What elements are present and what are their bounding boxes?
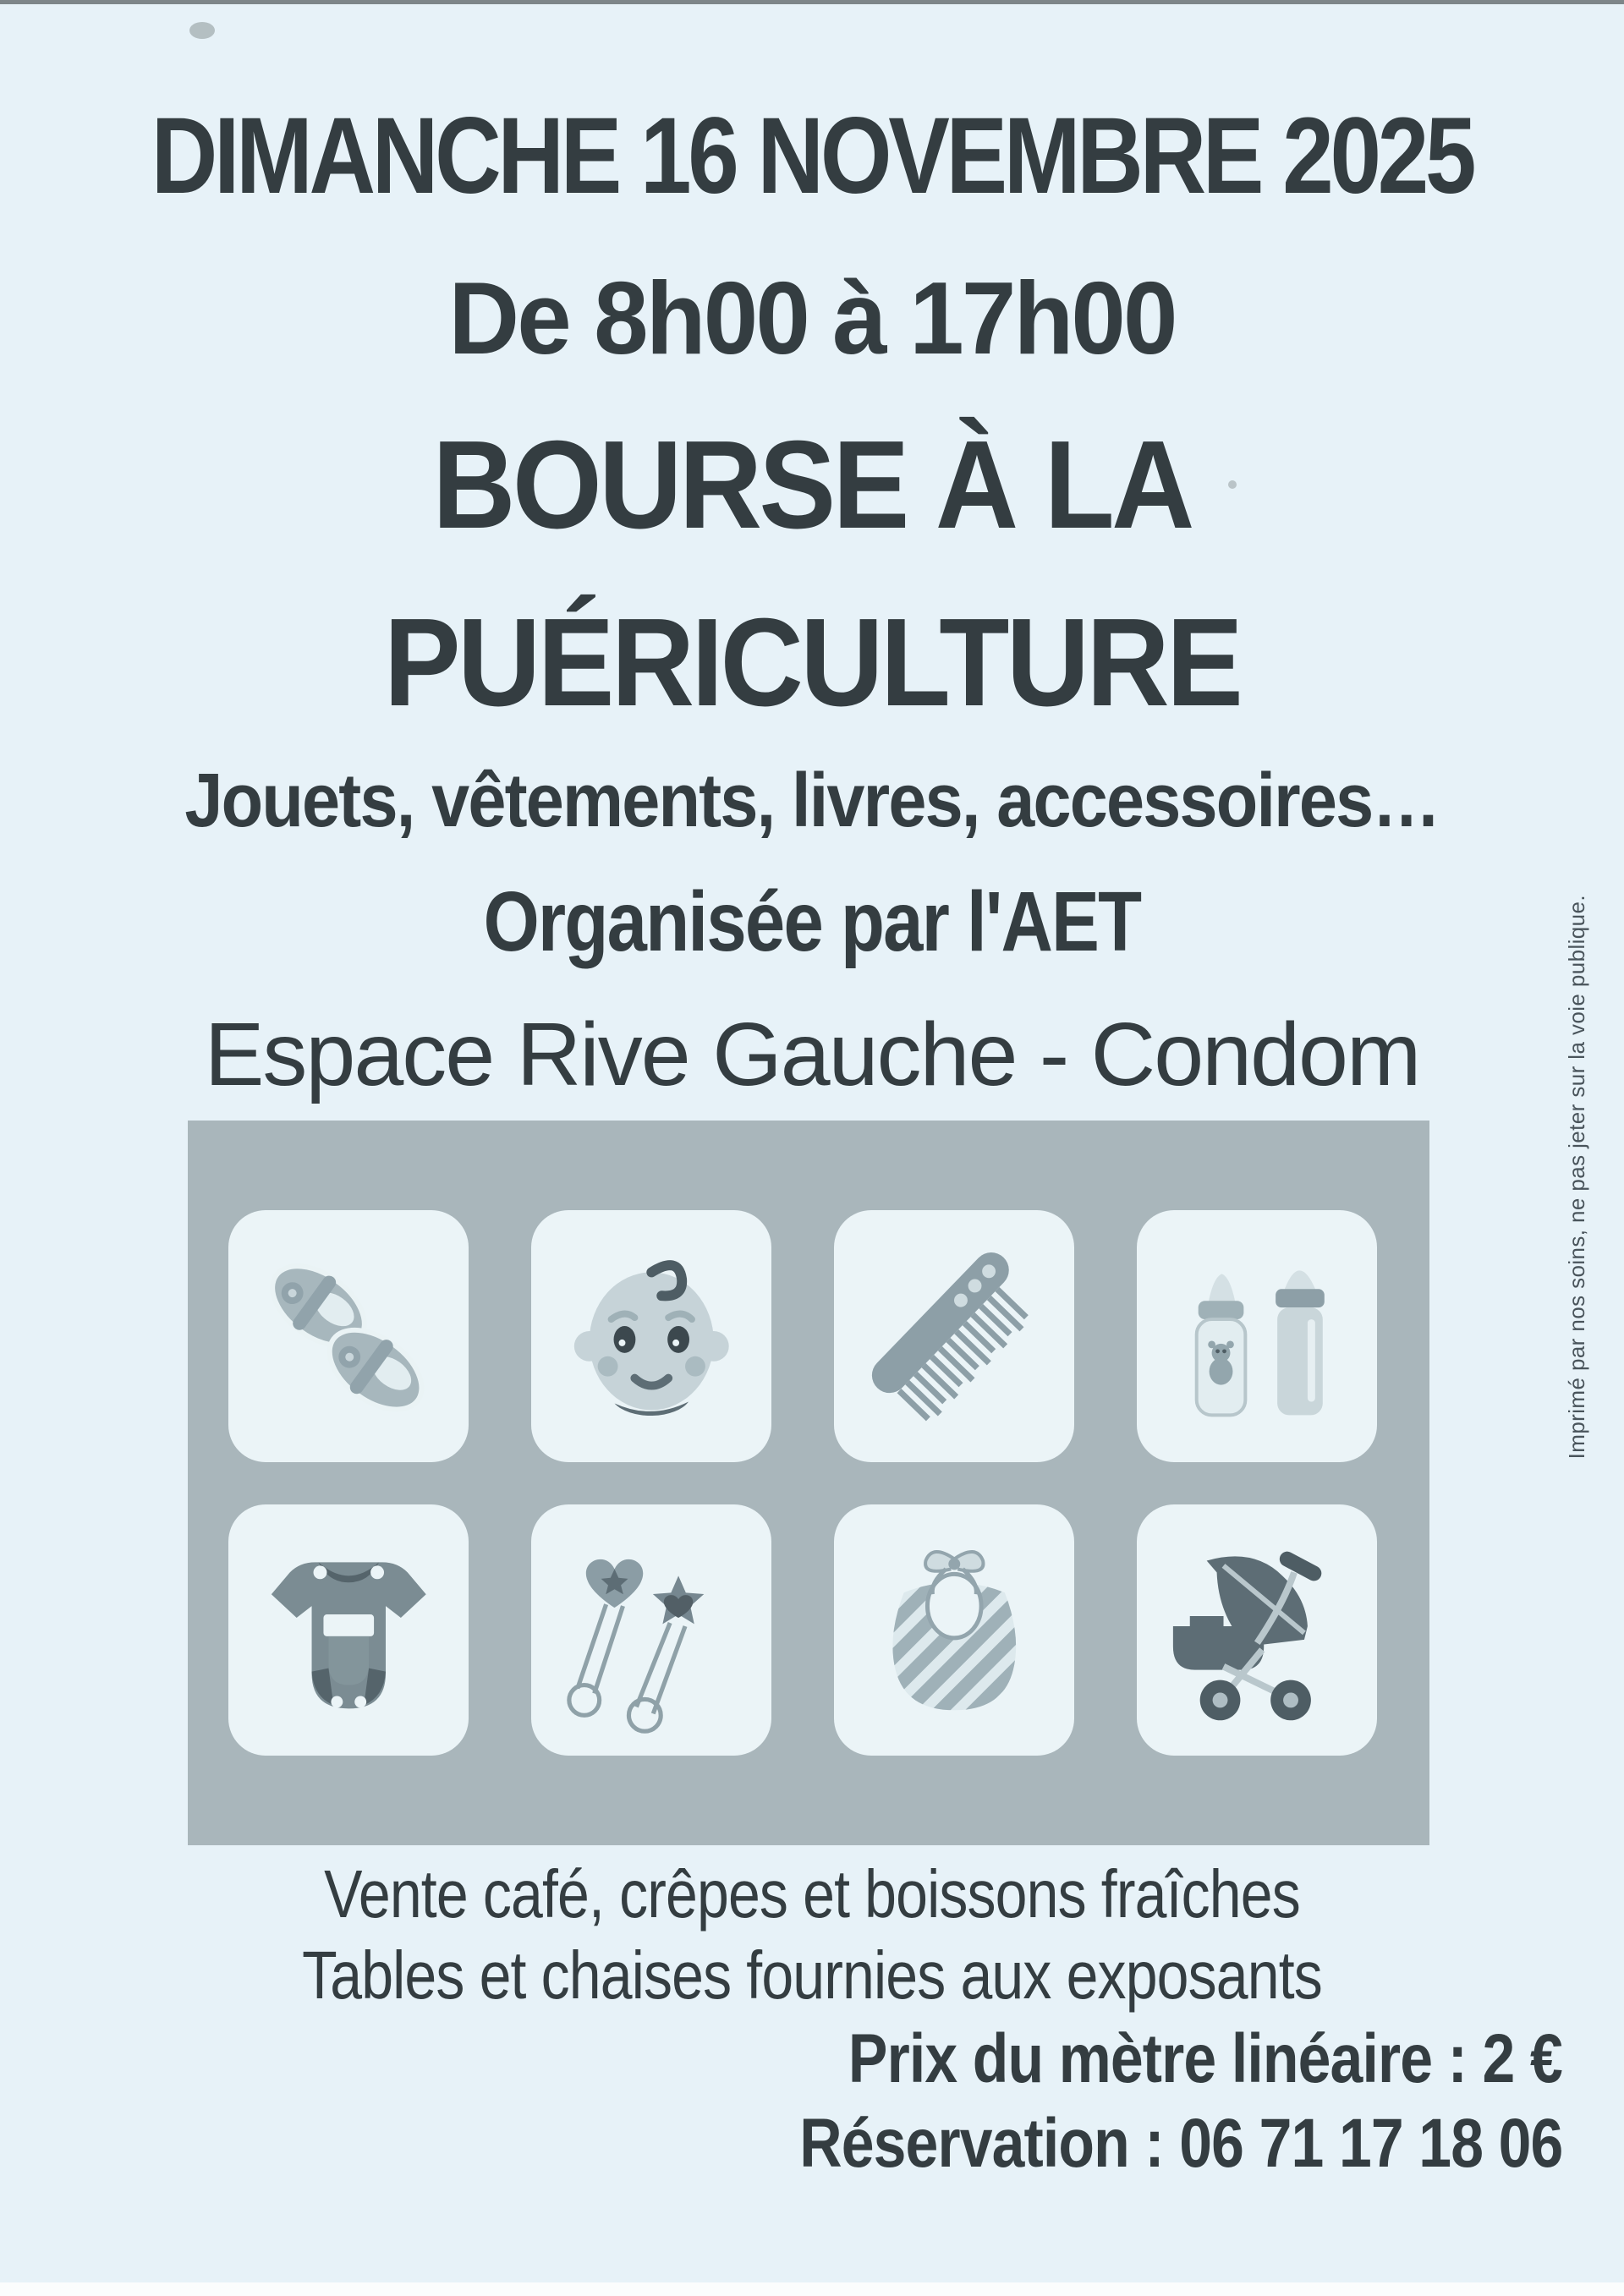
safety-pins-icon xyxy=(551,1524,753,1735)
event-title-line1: BOURSE À LA xyxy=(432,415,1192,555)
venue-line: Espace Rive Gauche - Condom xyxy=(204,1005,1420,1104)
icon-tile xyxy=(228,1504,469,1756)
baby-comb-icon xyxy=(853,1230,1056,1442)
price-line: Prix du mètre linéaire : 2 € xyxy=(848,2020,1562,2097)
scan-edge-bottom xyxy=(0,2282,1624,2296)
print-notice: Imprimé par nos soins, ne pas jeter sur la voie publique. xyxy=(1564,895,1589,1460)
scan-speck xyxy=(189,22,215,39)
icon-tile xyxy=(834,1210,1074,1462)
baby-bottles-icon xyxy=(1156,1230,1358,1442)
icon-tile xyxy=(1137,1504,1377,1756)
scan-edge-top xyxy=(0,0,1624,4)
icon-tile xyxy=(1137,1210,1377,1462)
baby-onesie-icon xyxy=(248,1524,450,1735)
icon-tile xyxy=(834,1504,1074,1756)
organizer-line: Organisée par l'AET xyxy=(483,874,1141,969)
baby-shoes-icon xyxy=(248,1230,450,1442)
refreshments-line: Vente café, crêpes et boissons fraîches xyxy=(324,1856,1300,1932)
items-line: Jouets, vêtements, livres, accessoires… xyxy=(184,759,1440,843)
icon-tile xyxy=(531,1210,771,1462)
event-title-line2: PUÉRICULTURE xyxy=(383,593,1241,732)
icon-tile xyxy=(531,1504,771,1756)
icon-tile xyxy=(228,1210,469,1462)
stroller-icon xyxy=(1156,1524,1358,1735)
tables-line: Tables et chaises fournies aux exposants xyxy=(302,1937,1322,2013)
date-line: DIMANCHE 16 NOVEMBRE 2025 xyxy=(151,96,1473,216)
baby-face-icon xyxy=(551,1230,753,1442)
baby-bib-icon xyxy=(853,1524,1056,1735)
reservation-line: Réservation : 06 71 17 18 06 xyxy=(798,2105,1562,2182)
time-line: De 8h00 à 17h00 xyxy=(448,260,1176,375)
baby-items-icon-panel xyxy=(188,1121,1429,1845)
